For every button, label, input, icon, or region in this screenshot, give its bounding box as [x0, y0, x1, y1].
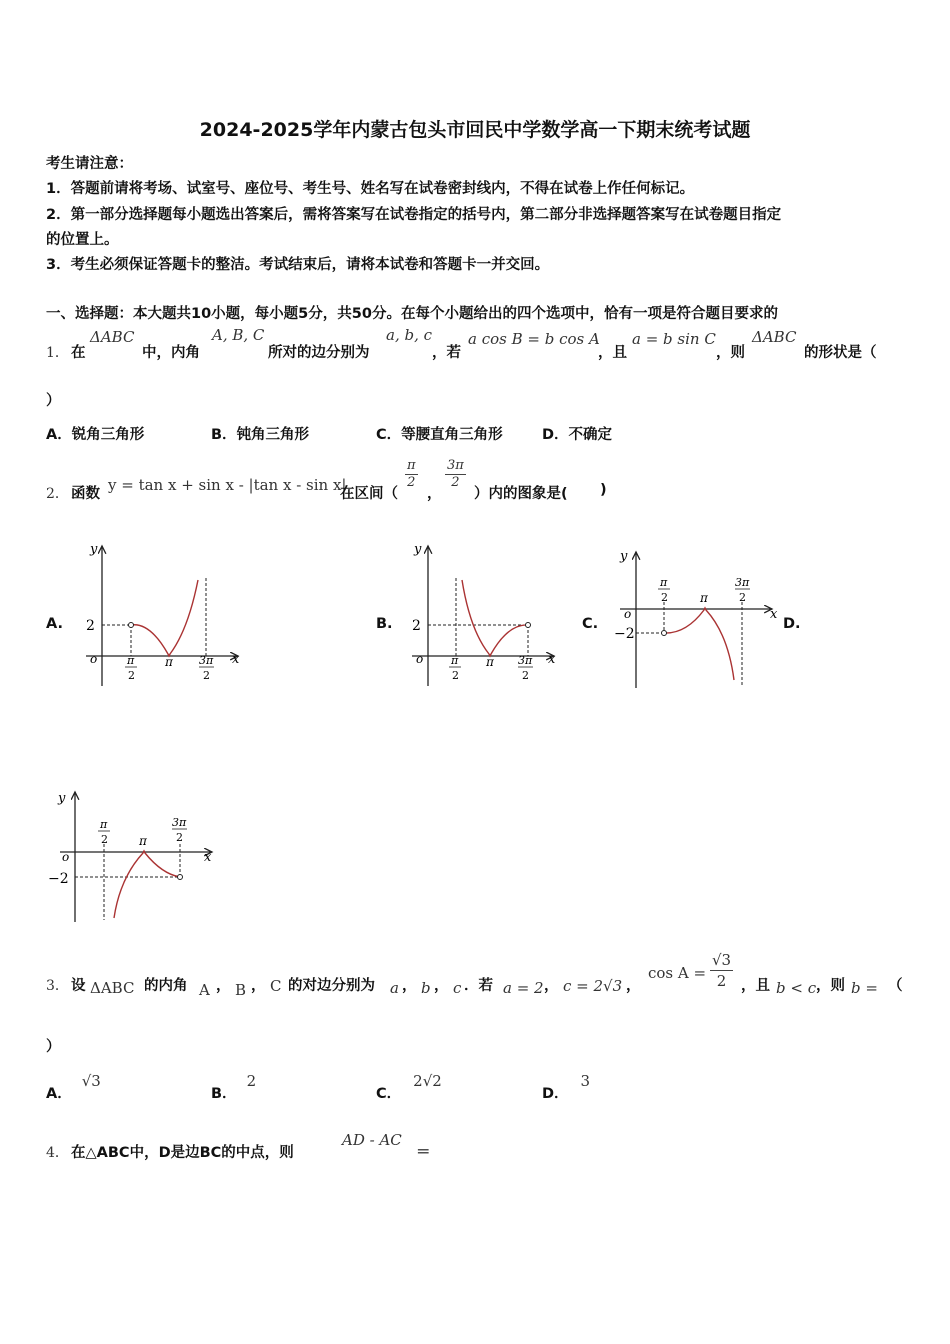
tick-neg-2: −2: [48, 871, 69, 887]
q2-text: 函数: [71, 486, 100, 502]
q3-sep: ，: [251, 978, 266, 994]
tick-3pi-half-num: 3π: [172, 816, 187, 829]
q3-math-a-value: a = 2: [503, 979, 544, 997]
q3-sep: ，: [544, 978, 559, 994]
y-label: y: [58, 791, 66, 806]
tick-3pi-half-num: 3π: [518, 654, 533, 667]
notice-item-1: 1．答题前请将考场、试室号、座位号、考生号、姓名写在试卷密封线内，不得在试卷上作任何标记。: [46, 181, 695, 197]
q3-math-side-a: a: [390, 979, 399, 997]
q3-fraction-sqrt3-over-2: $\frac{√3}{2}$: [712, 951, 732, 990]
q3-math-triangle: ΔABC: [90, 979, 135, 997]
q3-text: ，则: [816, 978, 845, 994]
q1-math-condition-2: a = b sin C: [632, 330, 716, 348]
x-label: x: [548, 652, 556, 667]
q2-option-c-label[interactable]: C.: [582, 616, 599, 632]
notice-item-2: 2．第一部分选择题每小题选出答案后，需将答案写在试卷指定的括号内，第二部分非选择题答案写在试卷题目指定: [46, 207, 782, 223]
open-point: [662, 631, 667, 636]
q3-math-b: B: [235, 981, 247, 999]
q3-math-b-equals: b =: [851, 979, 878, 997]
x-label: x: [770, 607, 778, 622]
x-label: x: [232, 652, 240, 667]
q3-sep: ，: [434, 978, 449, 994]
q2-graph-d[interactable]: [44, 786, 224, 926]
tick-3pi-half-den: 2: [203, 669, 210, 682]
tick-pi: π: [700, 591, 708, 605]
tick-pi-half-num: π: [100, 818, 108, 831]
tick-2: 2: [86, 618, 95, 634]
q3-math-a: A: [199, 981, 210, 999]
tick-3pi-half-den: 2: [522, 669, 529, 682]
q3-math-side-b: b: [421, 979, 431, 997]
q3-math-inequality: b < c: [776, 979, 817, 997]
tick-pi-half-den: 2: [452, 669, 459, 682]
tick-3pi-half-num: 3π: [735, 576, 750, 589]
tick-pi-half-num: π: [127, 654, 135, 667]
section-heading: 一、选择题：本大题共10小题，每小题5分，共50分。在每个小题给出的四个选项中，恰有一项是符合题目要求的: [46, 306, 778, 322]
q2-graph-b[interactable]: [404, 538, 564, 690]
q3-sep: ，: [402, 978, 417, 994]
page-title: 2024-2025学年内蒙古包头市回民中学数学高一下期末统考试题: [199, 119, 751, 141]
q1-option-d[interactable]: D．不确定: [542, 427, 613, 443]
q3-math-side-c: c: [453, 979, 462, 997]
q3-option-d[interactable]: D．3: [542, 1072, 591, 1102]
q4-number: 4．: [46, 1145, 69, 1161]
q1-math-triangle: ΔABC: [752, 328, 797, 346]
q3-option-a[interactable]: A．√3: [46, 1072, 101, 1102]
notice-item-3: 3．考生必须保证答题卡的整洁。考试结束后，请将本试卷和答题卡一并交回。: [46, 257, 550, 273]
tick-3pi-half-den: 2: [176, 831, 183, 844]
q2-text: 在区间（: [340, 486, 398, 502]
q3-text: 设: [71, 978, 86, 994]
tick-3pi-half-den: 2: [739, 591, 746, 604]
q1-math-sides: a, b, c: [386, 326, 433, 344]
curve: [114, 851, 180, 918]
q2-number: 2．: [46, 486, 69, 502]
q2-close-paren: ): [600, 482, 607, 498]
q3-math-c-value: c = 2√3: [563, 977, 623, 995]
origin-label: o: [624, 607, 632, 621]
q1-math-angles: A, B, C: [212, 326, 265, 344]
y-label: y: [414, 542, 422, 557]
tick-pi-half-den: 2: [101, 833, 108, 846]
tick-pi: π: [165, 655, 173, 669]
notice-heading: 考生请注意：: [46, 156, 133, 172]
tick-pi: π: [486, 655, 494, 669]
q1-option-a[interactable]: A．锐角三角形: [46, 427, 145, 443]
q3-sep: ，: [626, 978, 641, 994]
q3-math-c: C: [270, 977, 282, 995]
q1-text: ，且: [598, 345, 627, 361]
y-label: y: [90, 542, 98, 557]
tick-pi: π: [139, 834, 147, 848]
q1-math-triangle: ΔABC: [90, 328, 135, 346]
q1-text: ，则: [716, 345, 745, 361]
open-point: [526, 623, 531, 628]
q3-text: 的对边分别为: [288, 978, 375, 994]
q1-text: 中，内角: [142, 345, 200, 361]
tick-neg-2: −2: [614, 626, 635, 642]
q1-text: ，若: [432, 345, 461, 361]
tick-pi-half-num: π: [451, 654, 459, 667]
q4-equals: ＝: [416, 1145, 431, 1161]
q1-text: 的形状是（: [804, 345, 877, 361]
curve: [462, 580, 528, 656]
tick-3pi-half-num: 3π: [199, 654, 214, 667]
q2-option-a-label[interactable]: A.: [46, 616, 63, 632]
q3-option-b[interactable]: B．2: [211, 1072, 257, 1102]
origin-label: o: [62, 850, 70, 864]
origin-label: o: [416, 652, 424, 666]
q1-close-paren: ）: [46, 393, 61, 409]
q2-comma: ，: [427, 486, 442, 502]
q1-text: 所对的边分别为: [268, 345, 370, 361]
q3-number: 3．: [46, 978, 69, 994]
q1-option-c[interactable]: C．等腰直角三角形: [376, 427, 503, 443]
q1-text: 在: [71, 345, 86, 361]
tick-pi-half-den: 2: [128, 669, 135, 682]
curve: [664, 608, 734, 680]
curve: [131, 580, 198, 656]
q1-option-b[interactable]: B．钝角三角形: [211, 427, 310, 443]
y-label: y: [620, 549, 628, 564]
open-point: [178, 875, 183, 880]
q2-graph-c[interactable]: [606, 546, 781, 692]
open-point: [129, 623, 134, 628]
q3-text: ，且: [741, 978, 770, 994]
q3-math-cos-a: cos A =: [648, 964, 707, 982]
q1-math-condition-1: a cos B = b cos A: [468, 330, 600, 348]
q1-number: 1．: [46, 345, 69, 361]
tick-pi-half-num: π: [660, 576, 668, 589]
q2-fraction-3pi-over-2: $\frac{3\pi}{2}$: [447, 458, 464, 490]
q3-open-paren: （: [888, 978, 903, 994]
q4-text: 在△ABC中，D是边BC的中点，则: [71, 1145, 294, 1161]
q2-graph-a[interactable]: [80, 538, 250, 690]
q3-option-c[interactable]: C．2√2: [376, 1072, 442, 1102]
q2-math-function: y = tan x + sin x - |tan x - sin x|: [108, 476, 347, 494]
tick-2: 2: [412, 618, 421, 634]
q3-text: 的内角: [144, 978, 188, 994]
q4-math-vector-expression: AD - AC: [342, 1131, 402, 1149]
q2-option-b-label[interactable]: B.: [376, 616, 393, 632]
q2-text: ）内的图象是(: [474, 486, 568, 502]
x-label: x: [204, 850, 212, 865]
notice-item-2-cont: 的位置上。: [46, 232, 119, 248]
q2-fraction-pi-over-2: $\frac{\pi}{2}$: [407, 458, 416, 490]
origin-label: o: [90, 652, 98, 666]
tick-pi-half-den: 2: [661, 591, 668, 604]
q3-text: ．若: [464, 978, 493, 994]
q3-close-paren: ）: [46, 1039, 61, 1055]
q2-option-d-label[interactable]: D.: [783, 616, 801, 632]
q3-sep: ，: [216, 978, 231, 994]
